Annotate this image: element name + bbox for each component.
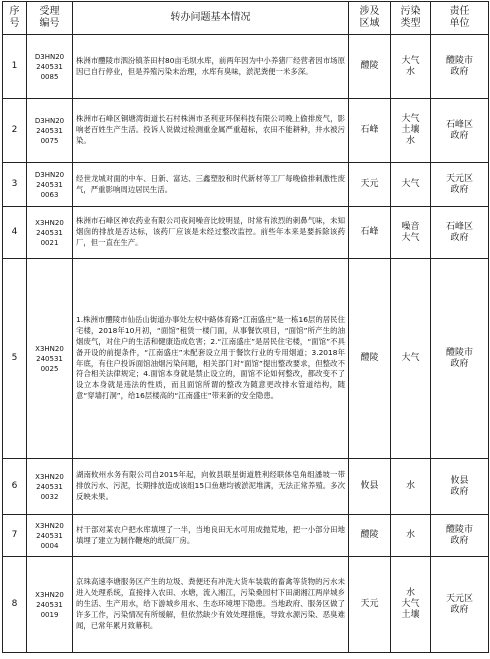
table-row xyxy=(3,515,489,557)
row-type: 水 xyxy=(391,459,431,515)
row-unit: 醴陵市 政府 xyxy=(431,35,489,99)
header-no: 序 号 xyxy=(3,2,27,35)
table-row xyxy=(3,99,489,163)
row-no: 2 xyxy=(3,99,27,163)
row-unit: 天元区 政府 xyxy=(431,557,489,653)
row-no: 8 xyxy=(3,557,27,653)
row-unit: 石峰区 政府 xyxy=(431,99,489,163)
row-code: D3HN20 240531 0063 xyxy=(27,163,73,207)
row-no: 1 xyxy=(3,35,27,99)
row-desc: 株洲市石峰区神农药业有限公司夜间噪音比较明显，时常有浓烈的刺鼻气味，未知烟囱的排放是否达标，该药厂应该是未经过整改监控。前些年本来是要拆除该药厂，但一直在生产。 xyxy=(73,207,349,259)
row-no: 3 xyxy=(3,163,27,207)
row-code: D3HN20 240531 0085 xyxy=(27,35,73,99)
header-type: 污染 类型 xyxy=(391,2,431,35)
row-desc: 村干部对某农户把水库填埋了一半，当地良田无水可用成抛荒地，把一小部分田地填埋了建立为制作鞭炮的纸筒厂房。 xyxy=(73,515,349,557)
row-area: 醴陵 xyxy=(349,515,391,557)
row-desc: 株洲市石峰区铜塘湾街道长石村株洲市圣利亚环保科技有限公司晚上偷排废气，影响老百姓生产生活。投诉人说做过检测重金属严重超标，农田不能耕种，井水被污染。 xyxy=(73,99,349,163)
row-type: 大气 xyxy=(391,259,431,459)
row-area: 石峰 xyxy=(349,207,391,259)
row-type: 大气 水 xyxy=(391,35,431,99)
row-no: 5 xyxy=(3,259,27,459)
row-desc: 经世龙城对面的中车、日新、富达、三鑫塑胶和时代新材等工厂每晚偷排刺激性废气，严重影响周边居民生活。 xyxy=(73,163,349,207)
row-code: X3HN20 240531 0025 xyxy=(27,259,73,459)
table-row xyxy=(3,557,489,653)
row-code: X3HN20 240531 0004 xyxy=(27,515,73,557)
row-type: 噪音 大气 xyxy=(391,207,431,259)
row-area: 天元 xyxy=(349,557,391,653)
row-type: 大气 xyxy=(391,163,431,207)
row-type: 大气 土壤 水 xyxy=(391,99,431,163)
row-unit: 攸县 政府 xyxy=(431,459,489,515)
row-code: X3HN20 240531 0019 xyxy=(27,557,73,653)
row-no: 7 xyxy=(3,515,27,557)
row-type: 水 xyxy=(391,515,431,557)
complaint-table xyxy=(2,1,489,653)
table-header-row xyxy=(3,2,489,35)
row-area: 天元 xyxy=(349,163,391,207)
row-desc: 湖南攸州水务有限公司自2015年起，向攸县联星街道胜利经联体皂角组潘坡一带排放污水、污泥，长期排放造成该组15口鱼塘均被淤泥堆满，无法正常养殖。多次反映未果。 xyxy=(73,459,349,515)
row-unit: 醴陵市 政府 xyxy=(431,515,489,557)
row-area: 醴陵 xyxy=(349,259,391,459)
header-code: 受理 编号 xyxy=(27,2,73,35)
row-desc: 株洲市醴陵市泗汾镇茶田村80亩毛坝水库，前两年因为中小养猪厂经营者因市场原因已自行停业，但是养殖污染未治理，水库有臭味，淤泥粪便一米多深。 xyxy=(73,35,349,99)
table-row xyxy=(3,35,489,99)
table-row xyxy=(3,207,489,259)
header-area: 涉及 区域 xyxy=(349,2,391,35)
table-row xyxy=(3,163,489,207)
row-area: 攸县 xyxy=(349,459,391,515)
header-desc: 转办问题基本情况 xyxy=(73,2,349,35)
row-code: X3HN20 240531 0032 xyxy=(27,459,73,515)
row-code: D3HN20 240531 0075 xyxy=(27,99,73,163)
row-no: 6 xyxy=(3,459,27,515)
table-row xyxy=(3,459,489,515)
row-unit: 石峰区 政府 xyxy=(431,207,489,259)
table-row xyxy=(3,259,489,459)
row-area: 醴陵 xyxy=(349,35,391,99)
row-unit: 天元区 政府 xyxy=(431,163,489,207)
row-code: X3HN20 240531 0021 xyxy=(27,207,73,259)
row-desc: 京珠高速李塘服务区产生的垃圾、粪便还有冲洗大货车装载的畜禽等货物的污水未进入处理系统，直接排入农田、水塘，流入湘江，污染桑园村下田湖湘江两岸城乡的生活、生产用水，给下游城乡用水、生态环境埋下隐患。当地政府、服务区做了许多工作，污染情况有所缓解，但依然缺少有效处理措施，导致水源污染、恶臭难闻，已常年累月致幕积。 xyxy=(73,557,349,653)
header-unit: 责任 单位 xyxy=(431,2,489,35)
row-type: 水 大气 土壤 xyxy=(391,557,431,653)
row-area: 石峰 xyxy=(349,99,391,163)
row-unit: 醴陵市 政府 xyxy=(431,259,489,459)
row-no: 4 xyxy=(3,207,27,259)
row-desc: 1.株洲市醴陵市仙岳山街道办事处左权中路体育路“江南盛庄”是一栋16层的居民住宅楼，2018年10月初，“面馆”租赁一楼门面，从事餐饮项目，“面馆”所产生的油烟废气，对住户的生活和健康造成危害；2.“江南盛庄”是居民住宅楼，“面馆”不具备开设的前提条件，“江南盛庄”未配套设立用于餐饮行业的专用烟道；3.2018年年底，有住户投诉面馆油烟污染问题，相关部门对“面馆”提出整改要求，但整改不符合相关法律规定；4.面馆本身就是禁止设立的，面馆不论如何整改，都改变不了设立本身就是违法的性质，而且面馆所谓的整改为随意更改排水管道结构，随意“穿墙打洞”，给16层楼高的“江南盛庄”带来新的安全隐患。 xyxy=(73,259,349,459)
